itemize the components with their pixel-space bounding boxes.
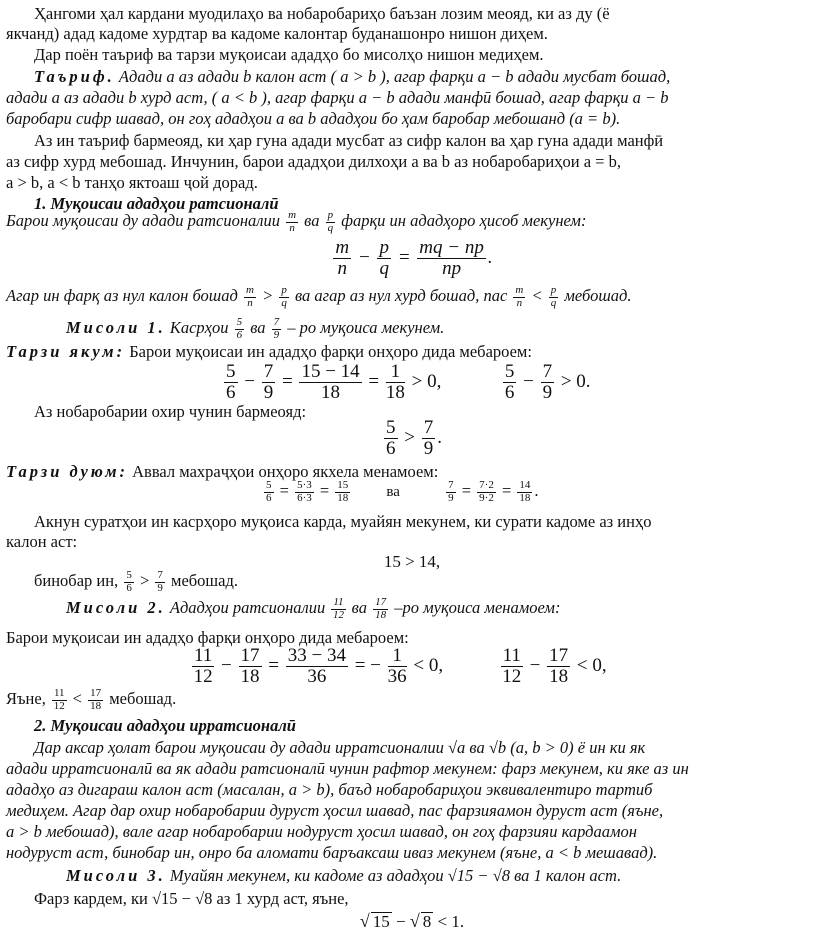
definition-line-1 (6, 67, 818, 87)
paragraph-intro-2: якчанд) адад кадоме хурдтар ва кадоме калонтар буданашонро нишон диҳем. (6, 24, 548, 43)
rational-intro-line: Барои муқоисаи ду адади ратсионалии $\frac{m}{n}$ ва $\frac{p}{q}$ фарқи ин ададҳоро ҳисоб мекунем: (6, 209, 587, 234)
irrational-para-6: нодуруст аст, бинобар ин, онро ба аломати баръаксаш иваз мекунем (яъне, a < b мешавад). (6, 843, 658, 862)
paragraph-intro-1: Ҳангоми ҳал кардани муодилаҳо ва нобаробариҳо баъзан лозим меояд, ки аз ду (ё (34, 4, 610, 23)
paragraph-consequence-2: аз сифр хурд мебошад. Инчунин, барои ададҳои дилхоҳи a ва b аз нобаробариҳои a = b, (6, 152, 621, 171)
definition-text: Адади a аз адади b калон аст ( a > b ), агар фарқи a − b адади мусбат бошад, (114, 67, 671, 86)
example-2-instruction: Барои муқоисаи ин ададҳо фарқи онҳоро дида мебароем: (6, 628, 409, 647)
irrational-para-5: a > b мебошад), вале агар нобаробарии нодуруст ҳосил шавад, он гоҳ фарзияи кардаамон (6, 822, 637, 841)
assumption-inequality: √ 15 − √ 8 < 1. (359, 911, 465, 931)
irrational-para-2: адади ирратсионалӣ ва як адади ратсионалӣ чунин рафтор мекунем: фарз мекунем, ки яке аз ин (6, 759, 689, 778)
numerator-comparison: 15 > 14, (383, 552, 441, 571)
rational-rule-line: Агар ин фарқ аз нул калон бошад $\frac{m}{n}$ > $\frac{p}{q}$ ва агар аз нул хурд бошад, пас $\frac{m}{n}$ < $\frac{p}{q}$ мебошад. (6, 284, 632, 309)
method-1-label: Тарзи якум: (6, 342, 126, 361)
conclusion-line: Аз нобаробарии охир чунин бармеояд: (34, 402, 307, 421)
example-2-label: Мисоли 2. (66, 597, 166, 617)
example-2-equation: $\frac{11}{12}$ − $\frac{17}{18}$ = $\frac{33 - 34}{36}$ = − $\frac{1}{36}$ < 0, $\frac{11}{12}$ − $\frac{17}{18}$ < 0, (193, 645, 607, 687)
definition-line-2: адади a аз адади b хурд аст, ( a < b ), агар фарқи a − b адади манфӣ бошад, агар фарқи a − b (6, 88, 669, 107)
paragraph-numerators-1: Акнун суратҳои ин касрҳоро муқоиса карда, муайян мекунем, ки сурати кадоме аз инҳо (34, 512, 652, 531)
method-1-line: Тарзи якум: Барои муқоисаи ин ададҳо фарқи онҳоро дида мебароем: (6, 342, 532, 361)
assumption-line: Фарз кардем, ки √15 − √8 аз 1 хурд аст, яъне, (34, 889, 349, 908)
method-2-line: Тарзи дуюм: Аввал махраҷҳои онҳоро якхела менамоем: (6, 462, 439, 481)
paragraph-consequence-3: a > b, a < b танҳо яктоаш ҷой дорад. (6, 173, 258, 192)
example-1-line: Мисоли 1. Касрҳои $\frac{5}{6}$ ва $\frac{7}{9}$ – ро муқоиса мекунем. (66, 316, 445, 341)
method-2-equation: $\frac{5}{6}$ = $\frac{5\cdot 3}{6\cdot 3}$ = $\frac{15}{18}$ ва $\frac{7}{9}$ = $\frac{7\cdot 2}{9\cdot 2}$ = $\frac{14}{18}$ . (266, 479, 539, 504)
example-3-label: Мисоли 3. (66, 866, 166, 885)
comparison-result-1: $\frac{5}{6}$ > $\frac{7}{9}$ . (386, 417, 442, 459)
example-1-label: Мисоли 1. (66, 317, 166, 337)
definition-line-3: баробари сифр шавад, он гоҳ ададҳои a ва b ададҳои бо ҳам баробар мебошанд (a = b). (6, 109, 621, 128)
difference-formula: $\frac{m}{n}$ − $\frac{p}{q}$ = $\frac{mq - np}{np}$ . (335, 237, 493, 279)
irrational-para-1: Дар аксар ҳолат барои муқоисаи ду адади ирратсионалии √a ва √b (a, b > 0) ё ин ки як (34, 738, 646, 757)
paragraph-consequence-1: Аз ин таъриф бармеояд, ки ҳар гуна адади мусбат аз сифр калон ва ҳар гуна адади манфӣ (34, 131, 664, 150)
paragraph-numerators-2: калон аст: (6, 532, 78, 551)
section-heading-rational: 1. Муқоисаи ададҳои ратсионалӣ (34, 194, 279, 213)
method-2-label: Тарзи дуюм: (6, 462, 129, 481)
definition-label: Таъриф. (34, 67, 115, 86)
method-1-equation: $\frac{5}{6}$ − $\frac{7}{9}$ = $\frac{15 - 14}{18}$ = $\frac{1}{18}$ > 0, $\frac{5}{6}$ − $\frac{7}{9}$ > 0. (226, 361, 591, 403)
irrational-para-4: медиҳем. Агар дар охир нобаробарии дуруст ҳосил шавад, пас фарзияамон дуруст аст (яъне, (6, 801, 664, 820)
result-line-2: Яъне, $\frac{11}{12}$ < $\frac{17}{18}$ мебошад. (6, 687, 177, 712)
example-2-line: Мисоли 2. Ададҳои ратсионалии $\frac{11}{12}$ ва $\frac{17}{18}$ –ро муқоиса менамоем: (66, 596, 561, 621)
section-heading-irrational: 2. Муқоисаи ададҳои ирратсионалӣ (34, 716, 296, 735)
example-3-line: Мисоли 3. Муайян мекунем, ки кадоме аз ададҳои √15 − √8 ва 1 калон аст. (66, 866, 622, 885)
result-line-1: бинобар ин, $\frac{5}{6}$ > $\frac{7}{9}$ мебошад. (34, 569, 238, 594)
irrational-para-3: ададҳо аз дигараш калон аст (масалан, a > b), баъд нобаробариҳои эквивалентиро тартиб (6, 780, 653, 799)
paragraph-intro-3: Дар поён таъриф ва тарзи муқоисаи ададҳо бо мисолҳо нишон медиҳем. (34, 45, 544, 64)
